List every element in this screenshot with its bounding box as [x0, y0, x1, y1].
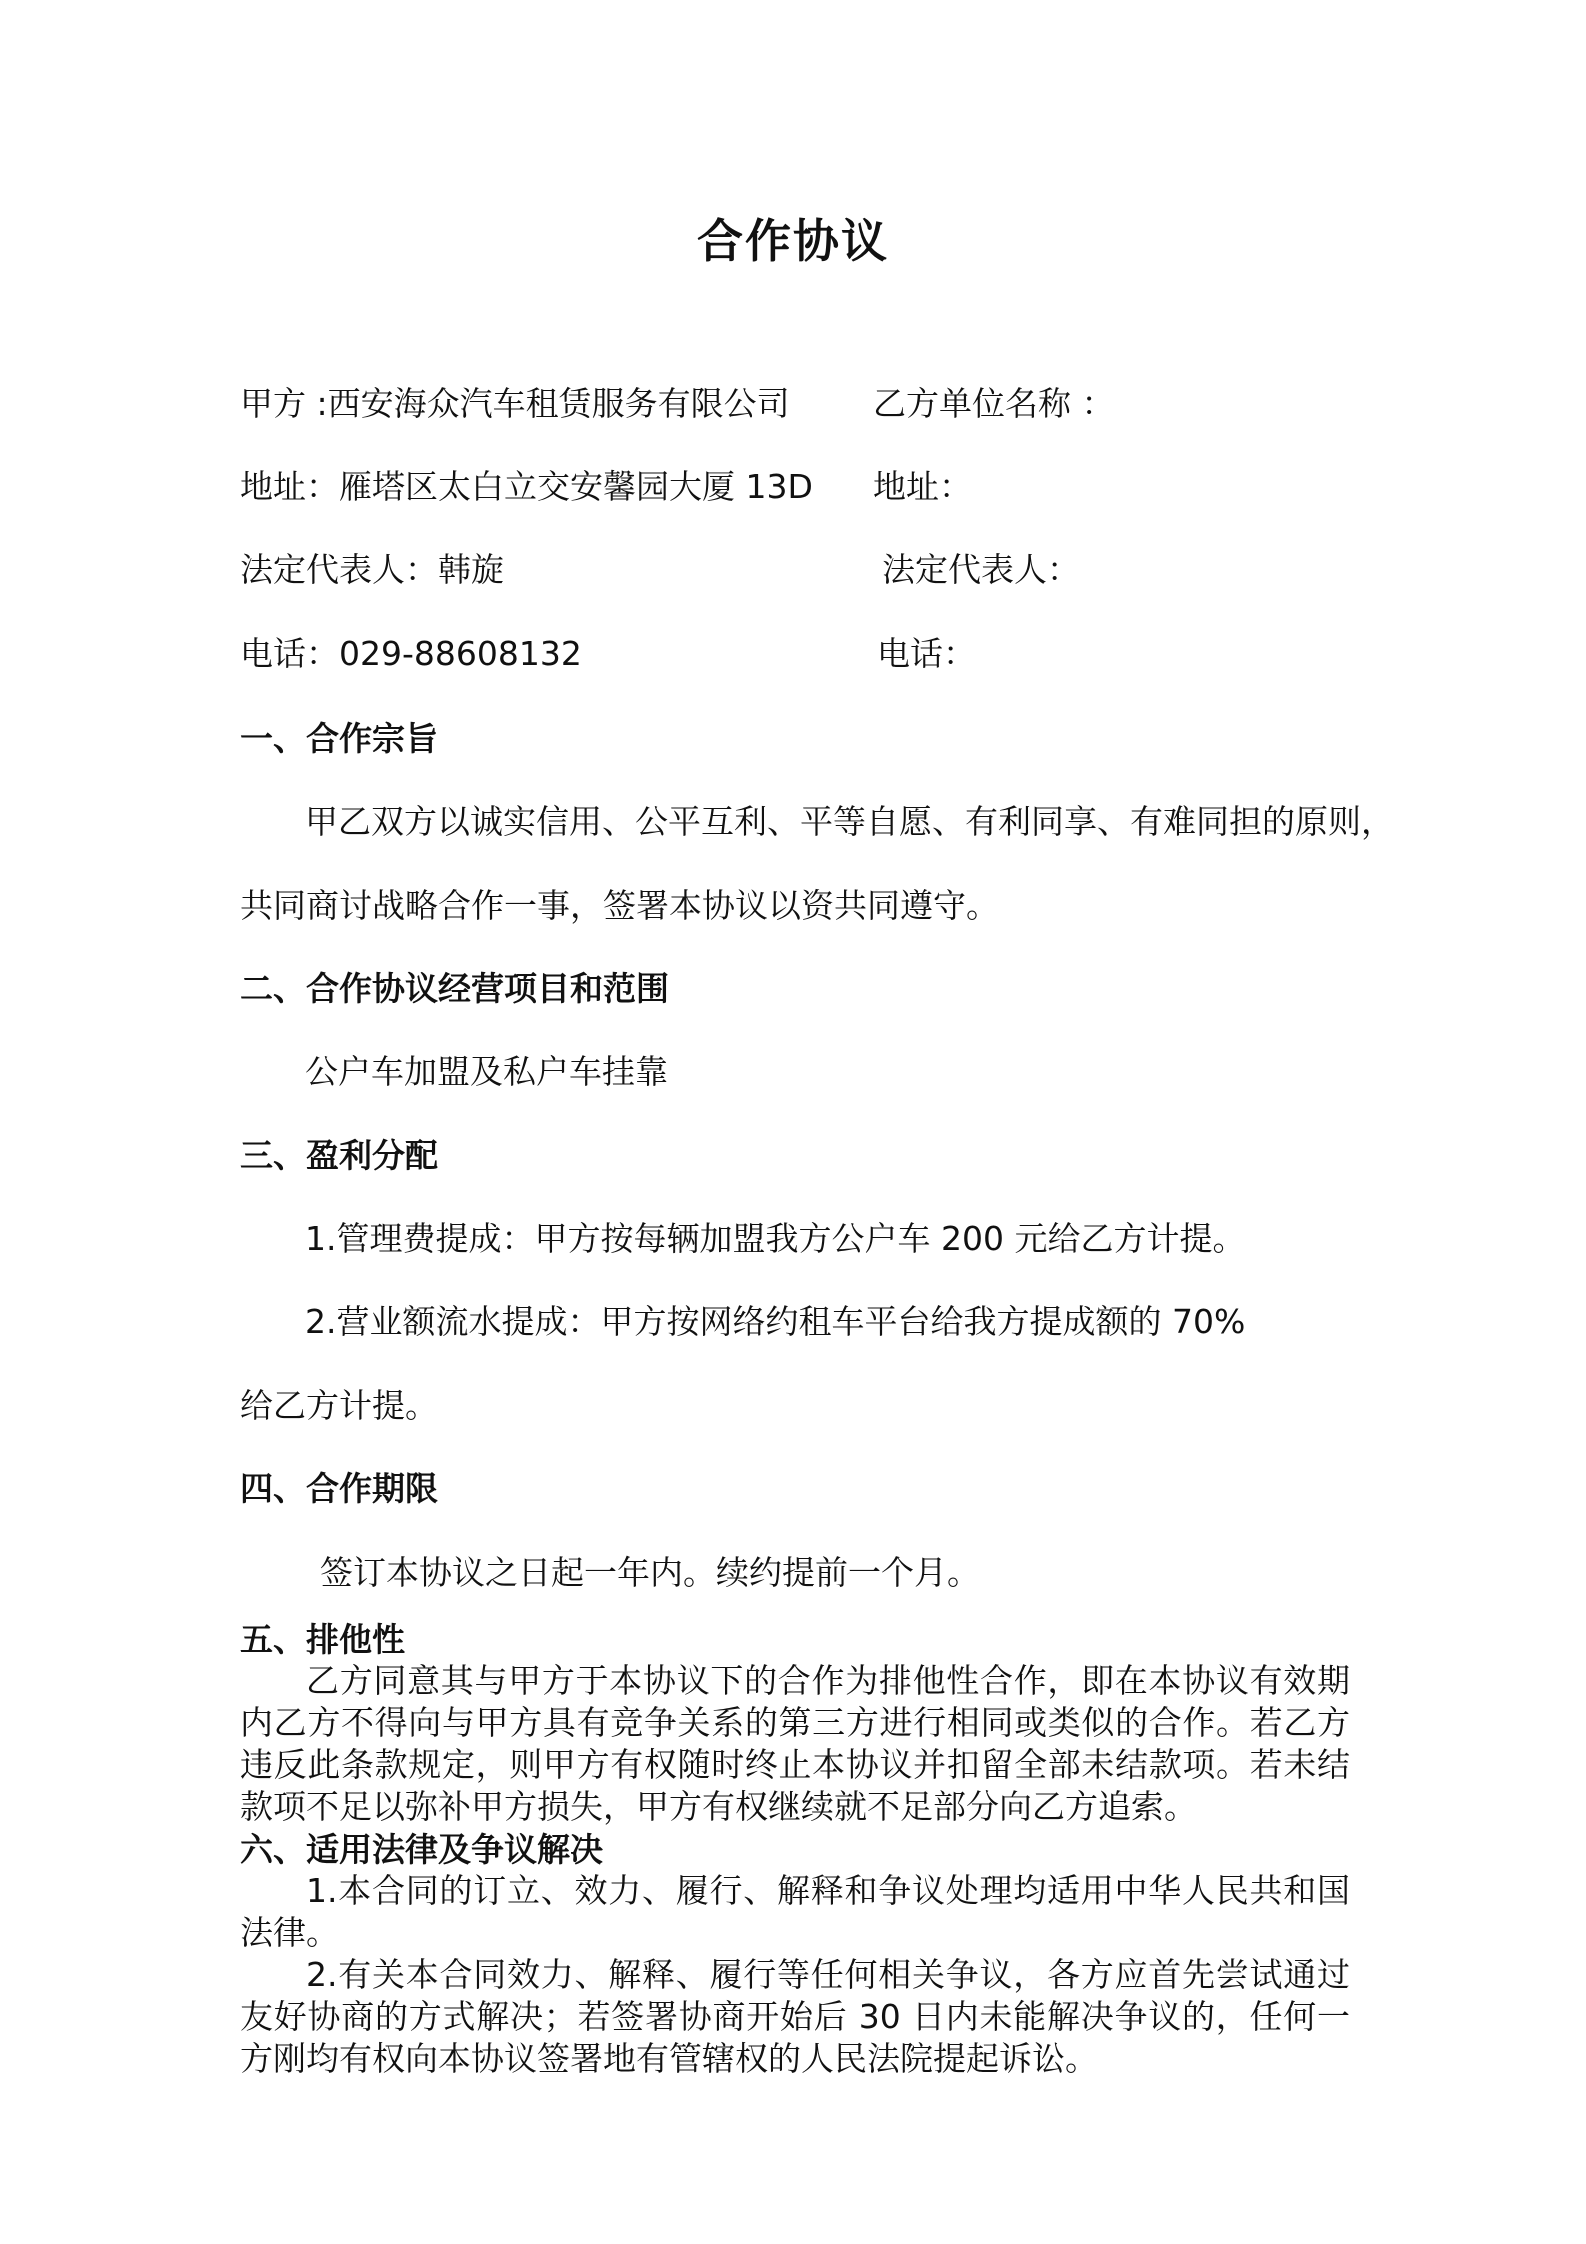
section-3-heading: 三、盈利分配	[240, 1136, 438, 1175]
section-5-heading: 五、排他性	[240, 1620, 405, 1659]
section-1-text-line-1: 甲乙双方以诚实信用、公平互利、平等自愿、有利同享、有难同担的原则，	[305, 802, 1394, 841]
section-3-item-1: 1.管理费提成：甲方按每辆加盟我方公户车 200 元给乙方计提。	[305, 1219, 1246, 1258]
party-a-address: 地址：雁塔区太白立交安馨园大厦 13D	[240, 467, 813, 506]
party-b-name: 乙方单位名称 ：	[873, 384, 1115, 423]
section-6-body	[240, 1870, 1350, 2080]
party-b-representative: 法定代表人：	[882, 550, 1080, 589]
section-2-heading: 二、合作协议经营项目和范围	[240, 969, 669, 1008]
party-b-phone: 电话：	[877, 634, 976, 673]
section-5-paragraph: 乙方同意其与甲方于本协议下的合作为排他性合作，即在本协议有效期内乙方不得向与甲方具有竞争关系的第三方进行相同或类似的合作。若乙方违反此条款规定，则甲方有权随时终止本协议并扣留全部未结款项。若未结款项不足以弥补甲方损失，甲方有权继续就不足部分向乙方追索。	[240, 1661, 1350, 1826]
party-b-address: 地址：	[873, 467, 972, 506]
section-4-heading: 四、合作期限	[240, 1469, 438, 1508]
document-title: 合作协议	[697, 214, 889, 268]
section-4-text: 签订本协议之日起一年内。续约提前一个月。	[320, 1553, 980, 1592]
section-3-item-2-line-2: 给乙方计提。	[240, 1386, 438, 1425]
section-5-body	[240, 1660, 1350, 1828]
section-3-item-2-line-1: 2.营业额流水提成：甲方按网络约租车平台给我方提成额的 70%	[305, 1302, 1246, 1341]
section-1-heading: 一、合作宗旨	[240, 719, 438, 758]
party-a-representative: 法定代表人：韩旋	[240, 550, 504, 589]
section-6-item-1: 1.本合同的订立、效力、履行、解释和争议处理均适用中华人民共和国法律。	[240, 1871, 1350, 1952]
section-6-heading: 六、适用法律及争议解决	[240, 1830, 603, 1869]
section-2-text: 公户车加盟及私户车挂靠	[305, 1052, 668, 1091]
section-6-item-2: 2.有关本合同效力、解释、履行等任何相关争议，各方应首先尝试通过友好协商的方式解决；若签署协商开始后 30 日内未能解决争议的，任何一方刚均有权向本协议签署地有管辖权的人民法院提起诉讼。	[240, 1955, 1350, 2078]
party-a-name: 甲方 :西安海众汽车租赁服务有限公司	[240, 384, 790, 423]
section-1-text-line-2: 共同商讨战略合作一事，签署本协议以资共同遵守。	[240, 886, 999, 925]
party-a-phone: 电话：029-88608132	[240, 634, 582, 673]
